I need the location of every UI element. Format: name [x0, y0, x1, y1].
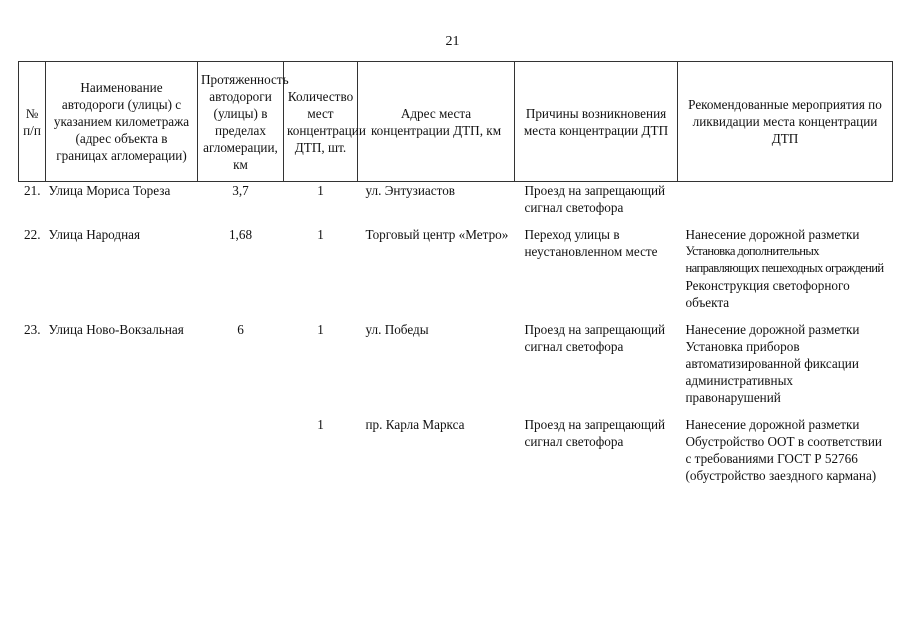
- table-row: [19, 321, 893, 416]
- header-causes: Причины возникновения места концентрации ДТП: [515, 62, 678, 182]
- header-road-name: Наименование автодороги (улицы) с указанием километража (адрес объекта в границах агломерации): [46, 62, 198, 182]
- page-number: 21: [445, 34, 460, 49]
- table-row: [19, 416, 893, 494]
- row-number: 21.: [24, 183, 41, 198]
- row-site-count: 1: [317, 322, 324, 337]
- row-length: [198, 416, 284, 494]
- header-length: Протяженность автодороги (улицы) в пределах агломерации, км: [198, 62, 284, 182]
- measure-item: Установка приборов автоматизированной фиксации административных правонарушений: [685, 339, 859, 405]
- row-road-name: Улица Народная: [48, 227, 141, 242]
- row-number: 22.: [24, 227, 41, 242]
- measure-item: Реконструкция светофорного объекта: [685, 278, 850, 310]
- row-measures: [678, 226, 893, 321]
- row-road-name: [46, 416, 198, 494]
- row-cause: Проезд на запрещающий сигнал светофора: [524, 183, 666, 215]
- row-cause: Проезд на запрещающий сигнал светофора: [524, 322, 666, 354]
- table-header-row: [19, 62, 893, 182]
- row-measures: [678, 416, 893, 494]
- measure-item: Нанесение дорожной разметки: [685, 417, 860, 432]
- row-number: 23.: [24, 322, 41, 337]
- row-site-count: 1: [317, 227, 324, 242]
- measure-item: Нанесение дорожной разметки: [685, 322, 860, 337]
- row-number: [19, 416, 46, 494]
- table-row: [19, 226, 893, 321]
- row-road-name: Улица Ново-Вокзальная: [48, 322, 184, 337]
- header-address: Адрес места концентрации ДТП, км: [358, 62, 515, 182]
- row-site-count: 1: [317, 417, 324, 432]
- header-number: № п/п: [19, 62, 46, 182]
- measure-item: Установка дополнительных направляющих пешеходных ограждений: [685, 244, 884, 275]
- row-length: 3,7: [232, 183, 249, 198]
- row-length: 6: [237, 322, 244, 337]
- row-address: ул. Победы: [365, 322, 429, 337]
- row-site-count: 1: [317, 183, 324, 198]
- row-address: пр. Карла Маркса: [365, 417, 465, 432]
- row-measures: [678, 182, 893, 227]
- row-address: ул. Энтузиастов: [365, 183, 456, 198]
- row-road-name: Улица Мориса Тореза: [48, 183, 171, 198]
- table-row: [19, 182, 893, 227]
- row-cause: Переход улицы в неустановленном месте: [524, 227, 658, 259]
- accident-sites-table: [18, 61, 893, 494]
- header-measures: Рекомендованные мероприятия по ликвидации места концентрации ДТП: [678, 62, 893, 182]
- header-site-count: Количество мест концентрации ДТП, шт.: [284, 62, 358, 182]
- row-length: 1,68: [228, 227, 253, 242]
- row-address: Торговый центр «Метро»: [365, 227, 509, 242]
- measure-item: Нанесение дорожной разметки: [685, 227, 860, 242]
- row-cause: Проезд на запрещающий сигнал светофора: [524, 417, 666, 449]
- row-measures: [678, 321, 893, 416]
- measure-item: Обустройство ООТ в соответствии с требованиями ГОСТ Р 52766 (обустройство заездного кармана): [685, 434, 882, 483]
